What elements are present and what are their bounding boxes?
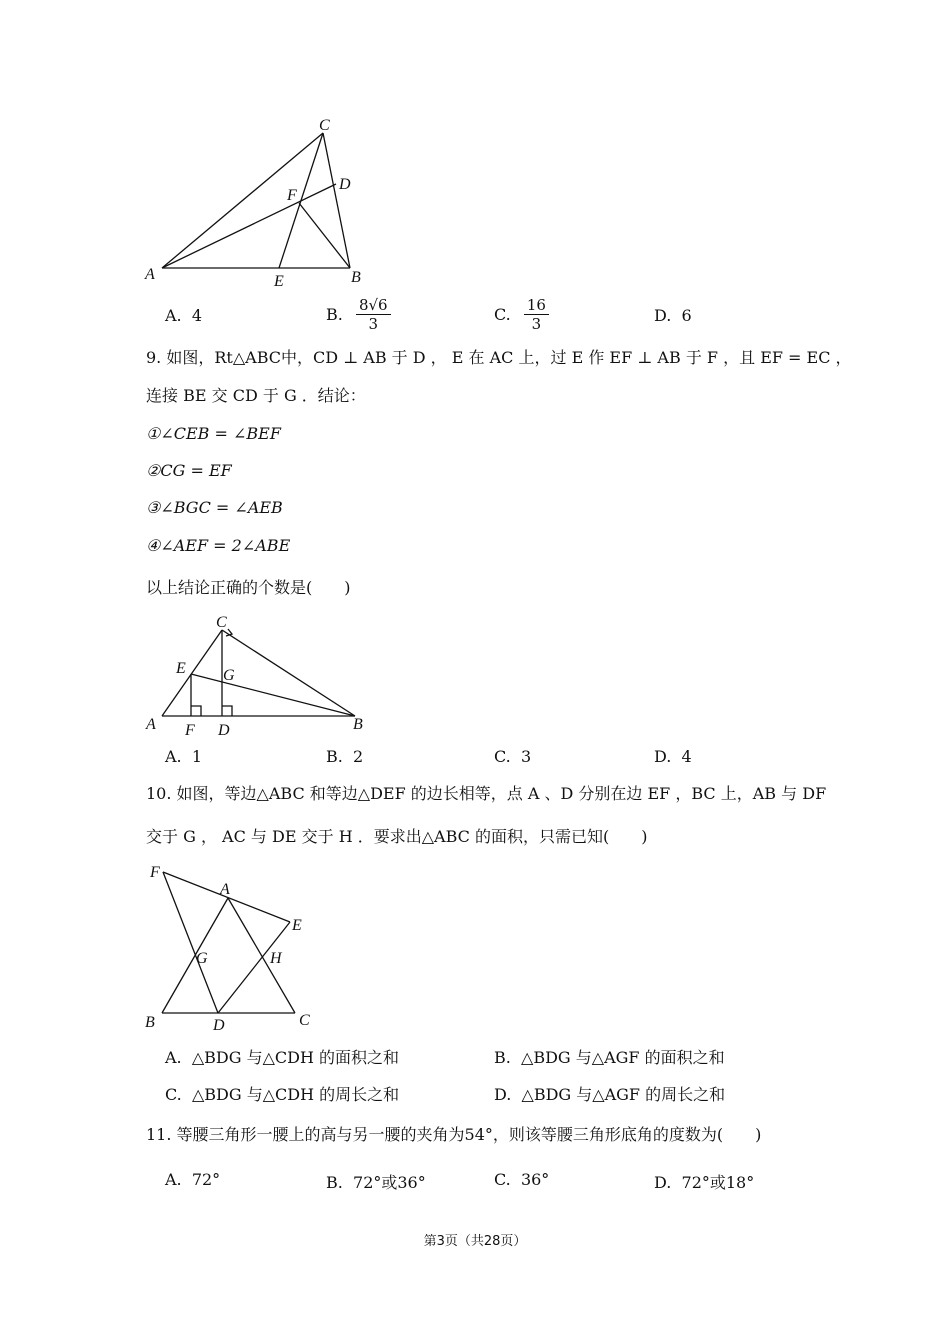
q8-option-c-numerator: 16 bbox=[524, 296, 549, 315]
q11-stem: 11. 等腰三角形一腰上的高与另一腰的夹角为54°，则该等腰三角形底角的度数为( ) bbox=[146, 1125, 762, 1144]
q10-stem-line2: 交于 G ， AC 与 DE 交于 H ．要求出△ABC 的面积，只需已知( ) bbox=[146, 827, 648, 846]
q9-option-c: C. 3 bbox=[494, 747, 532, 766]
q8-label-d: D bbox=[339, 176, 351, 193]
q9-stem-line2: 连接 BE 交 CD 于 G ．结论： bbox=[146, 386, 366, 405]
q10-stem-line1: 10. 如图，等边△ABC 和等边△DEF 的边长相等，点 A 、D 分别在边 EF ，BC 上，AB 与 DF bbox=[146, 784, 827, 803]
q8-label-f: F bbox=[287, 187, 297, 204]
q9-question: 以上结论正确的个数是( ) bbox=[146, 578, 351, 597]
q8-option-c: C. $\frac{16}{3}$ bbox=[494, 296, 549, 333]
q8-label-c: C bbox=[319, 117, 330, 134]
q9-label-d: D bbox=[218, 722, 230, 739]
q10-label-c: C bbox=[299, 1012, 310, 1029]
q9-label-e: E bbox=[176, 660, 186, 677]
q9-option-d: D. 4 bbox=[654, 747, 692, 766]
q8-label-b: B bbox=[351, 269, 361, 286]
q10-figure bbox=[140, 858, 320, 1038]
q10-label-d: D bbox=[213, 1017, 225, 1034]
q9-label-c: C bbox=[216, 614, 227, 631]
q10-label-a: A bbox=[220, 881, 230, 898]
q8-label-a: A bbox=[145, 266, 155, 283]
q10-label-b: B bbox=[145, 1014, 155, 1031]
q8-option-b: B. $\frac{8√6}{3}$ bbox=[326, 296, 391, 333]
q10-label-e: E bbox=[292, 917, 302, 934]
q10-label-g: G bbox=[196, 950, 208, 967]
q9-figure bbox=[140, 610, 375, 740]
q10-option-b: B. △BDG 与△AGF 的面积之和 bbox=[494, 1048, 725, 1067]
q8-option-a: A. 4 bbox=[165, 306, 202, 325]
q11-option-b: B. 72°或36° bbox=[326, 1173, 426, 1192]
q9-option-b: B. 2 bbox=[326, 747, 364, 766]
q11-option-d: D. 72°或18° bbox=[654, 1173, 755, 1192]
q8-label-e: E bbox=[274, 273, 284, 290]
q9-label-a: A bbox=[146, 716, 156, 733]
q8-option-d: D. 6 bbox=[654, 306, 692, 325]
q9-conclusion-2: ②CG = EF bbox=[146, 461, 232, 480]
q8-option-b-denominator: 3 bbox=[368, 315, 379, 333]
q9-stem-line1: 9. 如图，Rt△ABC中，CD ⊥ AB 于 D ， E 在 AC 上，过 E 作 EF ⊥ AB 于 F ，且 EF = EC ， bbox=[146, 348, 852, 367]
q10-label-f: F bbox=[150, 864, 160, 881]
q9-label-g: G bbox=[223, 667, 235, 684]
q9-conclusion-3: ③∠BGC = ∠AEB bbox=[146, 498, 283, 517]
q11-option-a: A. 72° bbox=[165, 1170, 221, 1189]
q9-label-f: F bbox=[185, 722, 195, 739]
q10-option-d: D. △BDG 与△AGF 的周长之和 bbox=[494, 1085, 726, 1104]
q8-figure bbox=[140, 110, 380, 290]
q11-option-c: C. 36° bbox=[494, 1170, 550, 1189]
q9-conclusion-1: ①∠CEB = ∠BEF bbox=[146, 424, 281, 443]
q10-option-a: A. △BDG 与△CDH 的面积之和 bbox=[165, 1048, 399, 1067]
q9-option-a: A. 1 bbox=[165, 747, 202, 766]
page-footer: 第3页（共28页） bbox=[423, 1234, 527, 1249]
q8-option-c-denominator: 3 bbox=[531, 315, 542, 333]
q9-conclusion-4: ④∠AEF = 2∠ABE bbox=[146, 536, 291, 555]
q9-label-b: B bbox=[353, 716, 363, 733]
q10-option-c: C. △BDG 与△CDH 的周长之和 bbox=[165, 1085, 400, 1104]
q10-label-h: H bbox=[270, 950, 282, 967]
q8-option-b-numerator: 8√6 bbox=[356, 296, 391, 315]
